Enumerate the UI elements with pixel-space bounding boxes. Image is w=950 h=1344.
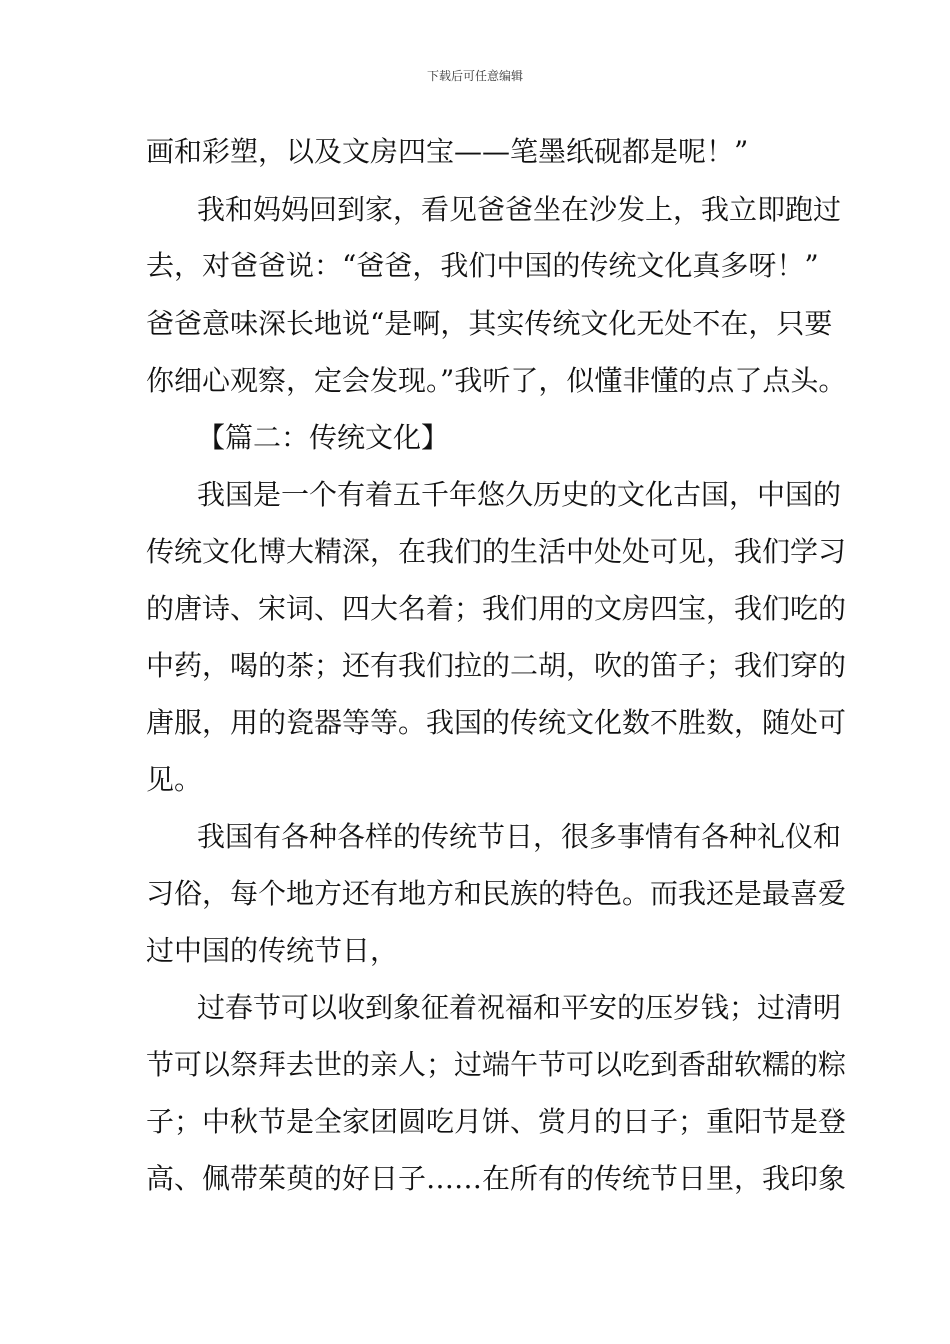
text-line: 画和彩塑，以及文房四宝——笔墨纸砚都是呢！” bbox=[146, 135, 749, 168]
text-line: 你细心观察，定会发现。”我听了，似懂非懂的点了点头。 bbox=[146, 364, 847, 397]
paragraph-start-line: 我国有各种各样的传统节日，很多事情有各种礼仪和 bbox=[197, 820, 842, 853]
text-line: 唐服，用的瓷器等等。我国的传统文化数不胜数，随处可 bbox=[146, 706, 847, 739]
text-line: 去，对爸爸说：“爸爸，我们中国的传统文化真多呀！” bbox=[146, 249, 819, 282]
paragraph-start-line: 我国是一个有着五千年悠久历史的文化古国，中国的 bbox=[197, 478, 842, 511]
text-line: 过中国的传统节日， bbox=[146, 934, 399, 967]
paragraph-start-line: 我和妈妈回到家，看见爸爸坐在沙发上，我立即跑过 bbox=[197, 193, 842, 226]
paragraph-start-line: 过春节可以收到象征着祝福和平安的压岁钱；过清明 bbox=[197, 991, 842, 1024]
text-line: 子；中秋节是全家团圆吃月饼、赏月的日子；重阳节是登 bbox=[146, 1105, 847, 1138]
text-line: 见。 bbox=[146, 763, 203, 796]
text-line: 节可以祭拜去世的亲人；过端午节可以吃到香甜软糯的粽 bbox=[146, 1048, 847, 1081]
text-line: 习俗，每个地方还有地方和民族的特色。而我还是最喜爱 bbox=[146, 877, 847, 910]
text-line: 中药，喝的茶；还有我们拉的二胡，吹的笛子；我们穿的 bbox=[146, 649, 847, 682]
page-header-note: 下载后可任意编辑 bbox=[426, 69, 523, 83]
text-line: 的唐诗、宋词、四大名着；我们用的文房四宝，我们吃的 bbox=[146, 592, 847, 625]
text-line: 高、佩带茱萸的好日子……在所有的传统节日里，我印象 bbox=[146, 1162, 847, 1195]
text-line: 爸爸意味深长地说“是啊，其实传统文化无处不在，只要 bbox=[146, 307, 833, 340]
section-heading: 【篇二：传统文化】 bbox=[197, 421, 450, 454]
text-line: 传统文化博大精深，在我们的生活中处处可见，我们学习 bbox=[146, 535, 847, 568]
